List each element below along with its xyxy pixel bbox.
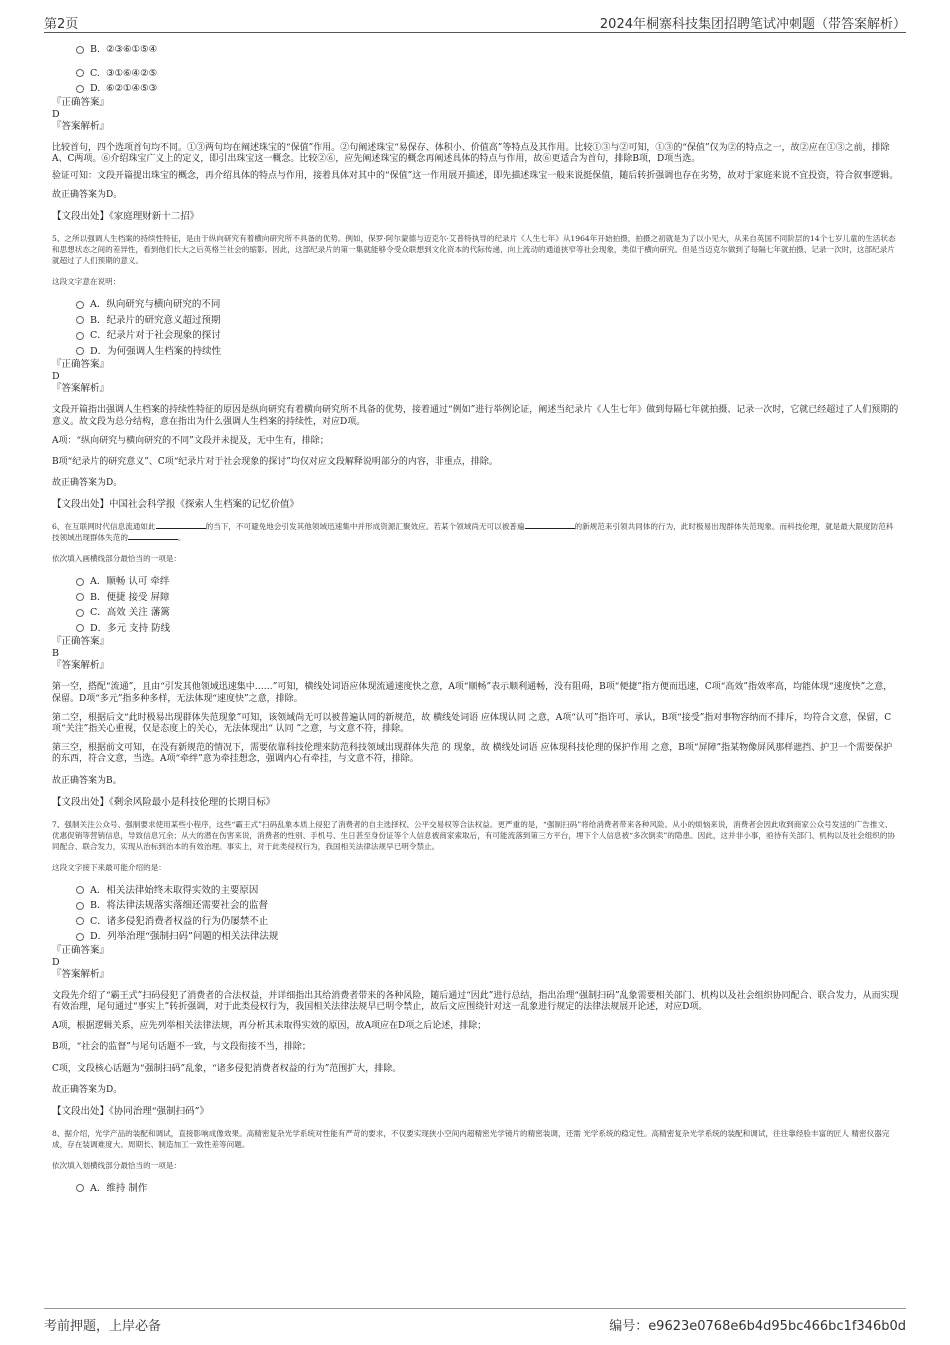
footer-slogan: 考前押题，上岸必备 xyxy=(44,1319,162,1334)
page-header xyxy=(44,10,906,33)
analysis-label: 『答案解析』 xyxy=(52,120,110,132)
radio-icon[interactable] xyxy=(76,316,84,324)
option-a[interactable]: A．相关法律始终未取得实效的主要原因 xyxy=(52,883,900,899)
fill-blank xyxy=(156,521,206,529)
radio-icon[interactable] xyxy=(76,332,84,340)
question-stem: 8、据介绍，光学产品的装配和调试，直接影响成像效果。高精密复杂光学系统对性能有严苛的要求，不仅要实现狭小空间内超精密光学镜片的精密装调，还需 光学系统的稳定性。高精密复杂光学系统的装配和调试，往往靠经验丰富的匠人 精密仪器完成，存在装调难度大、周期长、制造加工一致性差等问题。 xyxy=(52,1128,890,1149)
analysis-paragraph: 故正确答案为D。 xyxy=(52,478,123,489)
option-a[interactable]: A．维持 制作 xyxy=(52,1181,900,1197)
option-c[interactable]: C．纪录片对于社会现象的探讨 xyxy=(52,328,900,344)
source-note: 【文段出处】《家庭理财新十二招》 xyxy=(52,211,200,223)
question-stem: 6、在互联网时代信息流通如此 的当下，不可避免地会引发其他领域迅速集中并形成资源汇聚效应。若某个领域尚无可以被普遍 的新规范来引领共同体的行为，此时极易出现群体失范现象。而科技伦理，就是最大限度防范科技领域出现群体失范的 。 xyxy=(52,522,894,543)
option-b[interactable]: B．便捷 接受 屏障 xyxy=(52,590,900,606)
analysis-paragraph: 文段开篇指出强调人生档案的持续性特征的原因是纵向研究有着横向研究所不具备的优势，接着通过“例如”进行举例论证，阐述当纪录片《人生七年》做到每隔七年就拍摄、记录一次时，它就已经超过了人们预期的意义。故文段为总分结构，意在指出为什么强调人生档案的持续性，对应D项。 xyxy=(52,405,899,427)
radio-icon[interactable] xyxy=(76,917,84,925)
answer-value: D xyxy=(52,108,60,120)
answer-label: 『正确答案』 xyxy=(52,636,110,648)
option-c[interactable]: C．诸多侵犯消费者权益的行为仍屡禁不止 xyxy=(52,914,900,930)
analysis-paragraph: 故正确答案为D。 xyxy=(52,1084,123,1095)
answer-label: 『正确答案』 xyxy=(52,944,110,956)
radio-icon[interactable] xyxy=(76,593,84,601)
analysis-paragraph: 文段先介绍了“霸王式”扫码侵犯了消费者的合法权益，并详细指出其给消费者带来的各种风险，随后通过“因此”进行总结，指出治理“强制扫码”乱象需要相关部门、机构以及社会组织协同配合、联合发力，从而实现有效治理，尾句通过“事实上”转折强调，对于此类侵权行为，我国相关法律法规早已明令禁止，故后文应围绕针对这一乱象进行规定的法律法规展开论述，对应D项。 xyxy=(52,990,899,1012)
option-c[interactable]: C. ③①⑥④②⑤ xyxy=(52,66,900,82)
radio-icon[interactable] xyxy=(76,46,84,54)
question-stem: 7、强制关注公众号、强制要求使用某些小程序，这些“霸王式”扫码乱象本质上侵犯了消费者的自主选择权、公平交易权等合法权益。更严重的是，“强制扫码”将给消费者带来各种风险。从小的烦恼来说，消费者会因此收到商家公众号发送的广告推文、优惠促销等营销信息，导致信息冗余；从大的潜在伤害来说，消费者的性别、手机号、生日甚至身份证等个人信息被商家索取后，有可能流落到第三方平台，埋下个人信息被“多次倒卖”的隐患。因此，这并非小事，亟待有关部门、机构以及社会组织的协同配合、联合发力，实现从治标到治本的有效治理。事实上，对于此类侵权行为，我国相关法律法规早已明令禁止。 xyxy=(52,819,896,851)
radio-icon[interactable] xyxy=(76,902,84,910)
answer-label: 『正确答案』 xyxy=(52,359,110,371)
option-b[interactable]: B．纪录片的研究意义超过预期 xyxy=(52,313,900,329)
question-prompt: 依次填入划横线部分最恰当的一项是： xyxy=(52,1160,182,1170)
question-4 xyxy=(52,42,900,223)
option-a[interactable]: A．顺畅 认可 牵绊 xyxy=(52,574,900,590)
analysis-paragraph: B项“纪录片的研究意义”、C项“纪录片对于社会现象的探讨”均仅对应文段解释说明部分的内容，非重点，排除。 xyxy=(52,456,498,467)
radio-icon[interactable] xyxy=(76,609,84,617)
radio-icon[interactable] xyxy=(76,1184,84,1192)
analysis-paragraph: 第一空，搭配“流通”，且由“引发其他领域迅速集中……”可知，横线处词语应体现流通速度快之意，A项“顺畅”表示顺利通畅，没有阻碍，B项“便捷”指方便而迅速，C项“高效”指效率高，均能体现“速度快”之意，保留。D项“多元”指多种多样，无法体现“速度快”之意，排除。 xyxy=(52,682,893,704)
answer-value: B xyxy=(52,648,59,660)
fill-blank xyxy=(525,521,575,529)
option-a[interactable]: A．纵向研究与横向研究的不同 xyxy=(52,297,900,313)
page-number: 第2页 xyxy=(44,17,79,32)
source-note: 【文段出处】《剩余风险最小是科技伦理的长期目标》 xyxy=(52,796,276,808)
answer-label: 『正确答案』 xyxy=(52,96,110,108)
radio-icon[interactable] xyxy=(76,347,84,355)
option-b[interactable]: B. ②③⑥①⑤④ xyxy=(52,42,900,58)
analysis-label: 『答案解析』 xyxy=(52,383,110,395)
analysis-paragraph: 比较首句，四个选项首句均不同。①③两句均在阐述珠宝的“保值”作用。②句阐述珠宝“易保存、体积小、价值高”等特点及其作用。比较①③与②可知，①③的“保值”仅为②的特点之一，故②应在①③之前，排除A、C两项。⑥介绍珠宝广义上的定义，即引出珠宝这一概念。比较②⑥，应先阐述珠宝的概念再阐述具体的特点与作用，故⑥更适合为首句，排除B项，D项当选。 xyxy=(52,142,890,164)
option-b[interactable]: B．将法律法规落实落细还需要社会的监督 xyxy=(52,898,900,914)
document-title: 2024年桐寨科技集团招聘笔试冲刺题（带答案解析） xyxy=(599,17,906,32)
analysis-paragraph: B项，“社会的监督”与尾句话题不一致，与文段衔接不当，排除； xyxy=(52,1042,311,1053)
radio-icon[interactable] xyxy=(76,301,84,309)
analysis-paragraph: A项，根据逻辑关系，应先列举相关法律法规，再分析其未取得实效的原因，故A项应在D项之后论述，排除； xyxy=(52,1021,487,1032)
analysis-paragraph: C项，文段核心话题为“强制扫码”乱象，“诸多侵犯消费者权益的行为”范围扩大，排除。 xyxy=(52,1063,402,1074)
fill-blank xyxy=(128,532,178,540)
question-8 xyxy=(52,1128,900,1197)
radio-icon[interactable] xyxy=(76,85,84,93)
page-content xyxy=(52,42,900,1196)
answer-value: D xyxy=(52,371,60,383)
answer-value: D xyxy=(52,956,60,968)
option-d[interactable]: D．为何强调人生档案的持续性 xyxy=(52,344,900,360)
analysis-paragraph: 故正确答案为B。 xyxy=(52,775,122,786)
source-note: 【文段出处】《协同治理“强制扫码”》 xyxy=(52,1105,209,1117)
question-prompt: 这段文字意在说明： xyxy=(52,277,121,287)
question-6 xyxy=(52,521,900,808)
radio-icon[interactable] xyxy=(76,69,84,77)
analysis-paragraph: 验证可知：文段开篇提出珠宝的概念，再介绍具体的特点与作用，接着具体对其中的“保值”这一作用展开描述，即先描述珠宝一般来说挺保值，随后转折强调也存在劣势，故对于家庭来说不宜投资，符合叙事逻辑。 xyxy=(52,170,899,181)
analysis-paragraph: 第三空，根据前文可知，在没有新规范的情况下，需要依靠科技伦理来防范科技领域出现群体失范 的 现象，故 横线处词语 应体现科技伦理的保护作用 之意，B项“屏障”指某物像屏风那样遮挡、护卫一个需要保护的东西，符合文意，当选。A项“牵绊”意为牵挂想念，强调内心有牵挂，与文意不符，排除。 xyxy=(52,743,893,765)
analysis-paragraph: A项：“纵向研究与横向研究的不同”文段并未提及，无中生有，排除； xyxy=(52,435,329,446)
analysis-label: 『答案解析』 xyxy=(52,660,110,672)
page-footer xyxy=(44,1308,906,1335)
analysis-label: 『答案解析』 xyxy=(52,968,110,980)
analysis-paragraph: 第二空，根据后文“此时极易出现群体失范现象”可知，该领域尚无可以被普遍认同的新规范，故 横线处词语 应体现认同 之意，A项“认可”指许可、承认，B项“接受”指对事物容纳而不排斥，均符合文意，保留，C项“关注”指关心重视，仅是态度上的关心，无法体现出“ 认同 ”之意，与文意不符，排除。 xyxy=(52,712,892,734)
option-d[interactable]: D．列举治理“强制扫码”问题的相关法律法规 xyxy=(52,929,900,945)
question-7 xyxy=(52,819,900,1118)
source-note: 【文段出处】中国社会科学报《探索人生档案的记忆价值》 xyxy=(52,499,300,511)
option-d[interactable]: D. ⑥②①④⑤③ xyxy=(52,81,900,97)
question-prompt: 这段文字接下来最可能介绍的是： xyxy=(52,862,166,872)
question-stem: 5、之所以强调人生档案的持续性特征，是由于纵向研究有着横向研究所不具备的优势。例如，保罗·阿尔蒙德与迈克尔·艾普特执导的纪录片《人生七年》从1964年开始拍摄，拍摄之初就是为了以小见大，从来自英国不同阶层的14个七岁儿童的生活状态和思想状态之间的差异性，看到他们长大之后英格兰社会的缩影。因此，这部纪录片的第一集就能够令受众联想到文化资本的代际传递、向上流动的通道狭窄等社会现象，类似于横向研究。但是当迈克尔做到了每隔七年就拍摄、记录一次时，这部纪录片就超过了人们预期的意义。 xyxy=(52,234,896,266)
option-d[interactable]: D．多元 支持 防线 xyxy=(52,621,900,637)
question-5 xyxy=(52,233,900,511)
radio-icon[interactable] xyxy=(76,886,84,894)
analysis-paragraph: 故正确答案为D。 xyxy=(52,190,123,201)
radio-icon[interactable] xyxy=(76,933,84,941)
radio-icon[interactable] xyxy=(76,578,84,586)
question-prompt: 依次填入画横线部分最恰当的一项是： xyxy=(52,554,182,564)
option-c[interactable]: C．高效 关注 藩篱 xyxy=(52,605,900,621)
document-code: 编号：e9623e0768e6b4d95bc466bc1f346b0d xyxy=(609,1319,906,1334)
radio-icon[interactable] xyxy=(76,624,84,632)
